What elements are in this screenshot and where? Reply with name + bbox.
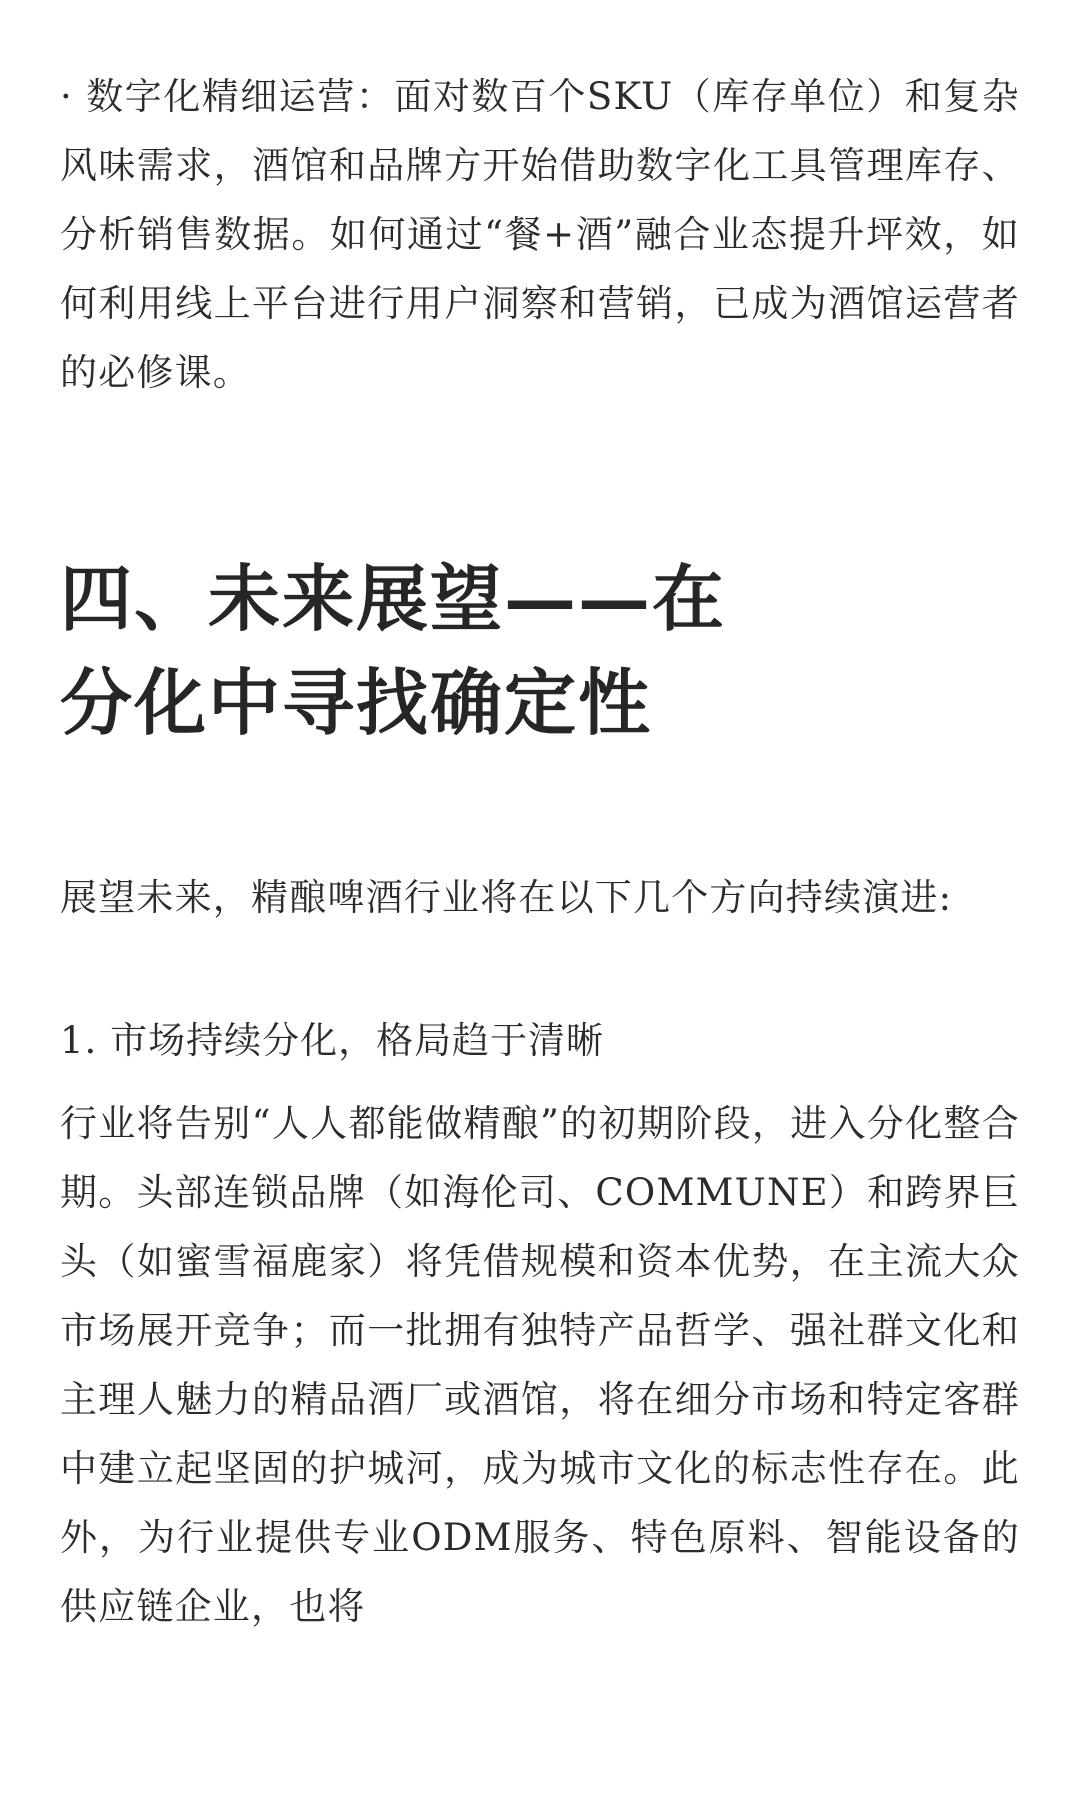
paragraph-point-1-body: 行业将告别“人人都能做精酿”的初期阶段，进入分化整合期。头部连锁品牌（如海伦司、COMMUNE）和跨界巨头（如蜜雪福鹿家）将凭借规模和资本优势，在主流大众市场展开竞争；而一批拥有独特产品哲学、强社群文化和主理人魅力的精品酒厂或酒馆，将在细分市场和特定客群中建立起坚固的护城河，成为城市文化的标志性存在。此外，为行业提供专业ODM服务、特色原料、智能设备的供应链企业，也将	[60, 1102, 1020, 1628]
section-heading: 四、未来展望——在分化中寻找确定性	[60, 556, 727, 745]
paragraph-digital-operations: · 数字化精细运营：面对数百个SKU（库存单位）和复杂风味需求，酒馆和品牌方开始借助数字化工具管理库存、分析销售数据。如何通过“餐+酒”融合业态提升坪效，如何利用线上平台进行用户洞察和营销，已成为酒馆运营者的必修课。	[60, 75, 1020, 394]
paragraph-outlook: 展望未来，精酿啤酒行业将在以下几个方向持续演进:	[60, 876, 953, 919]
point-1-title: 1. 市场持续分化，格局趋于清晰	[60, 1019, 605, 1062]
